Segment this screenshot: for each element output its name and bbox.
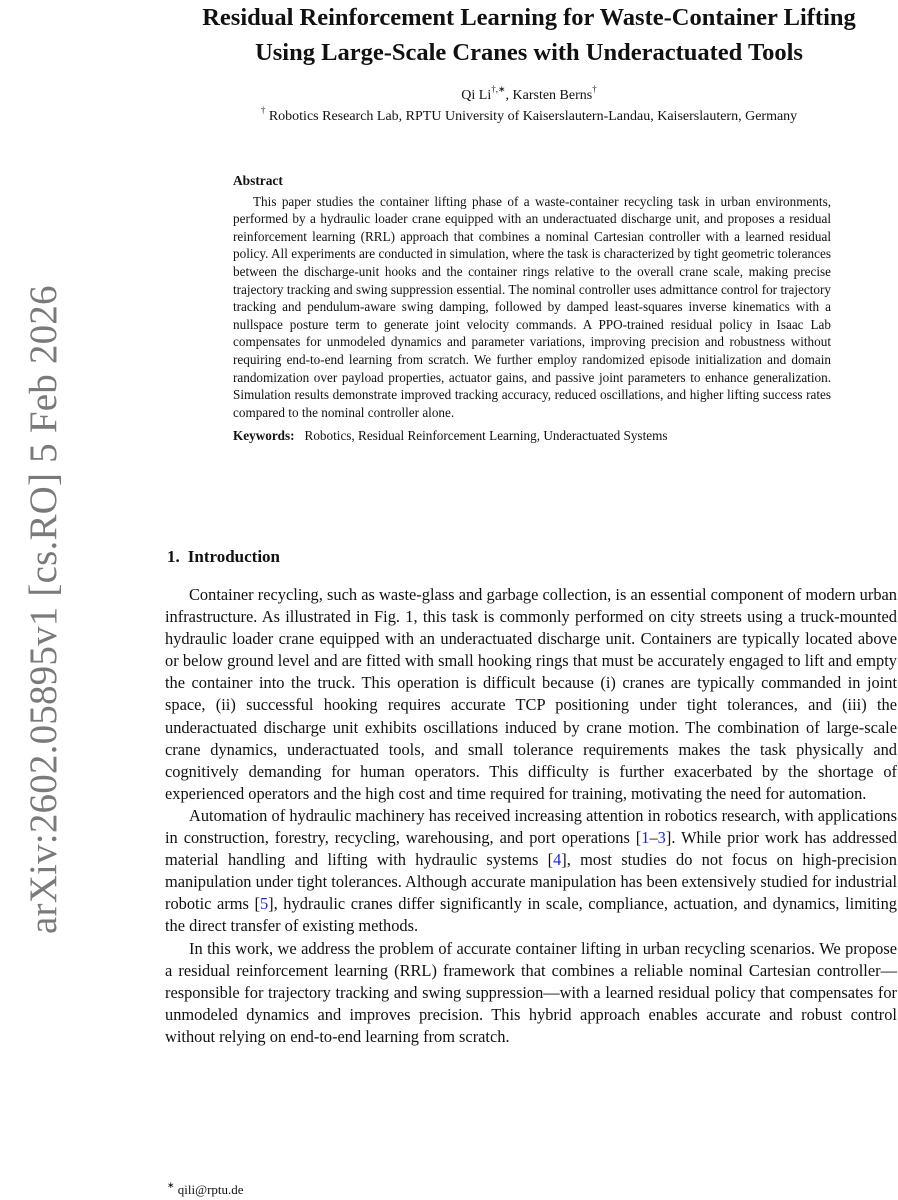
paragraph-text: ]. While prior work has addressed material handling and lifting with hydraulic systems [	[165, 828, 897, 870]
citation-link[interactable]: 4	[553, 850, 562, 870]
citation-link[interactable]: 5	[259, 894, 269, 914]
author-name: Karsten Berns	[512, 88, 593, 103]
affiliation-text: Robotics Research Lab, RPTU University of Kaiserslautern-Landau, Kaiserslautern, Germany	[268, 109, 798, 124]
abstract-block	[233, 172, 831, 445]
author-affiliation-mark: †	[592, 84, 597, 95]
paragraph: Container recycling, such as waste-glass and garbage collection, is an essential component of modern urban infrastructure. As illustrated in Fig. 1, this task is commonly performed on city streets using a truck-mounted hydraulic loader crane equipped with an underactuated discharge unit. Containers are typically located above or below ground level and are fitted with small hooking rings that must be accurately engaged to lift and empty the container into the truck. This operation is difficult because (i) cranes are typically commanded in joint space, (ii) successful hooking requires accurate TCP positioning under tight tolerances, and (iii) the underactuated discharge unit exhibits oscillations induced by crane motion. The combination of large-scale crane dynamics, underactuated tools, and small tolerance requirements makes the task physically and cognitively demanding for human operators. This difficulty is further exacerbated by the shortage of experienced operators and the high cost and time required for training, motivating the need for automation.	[165, 585, 897, 803]
paragraph-text: ], hydraulic cranes differ significantly in scale, compliance, actuation, and dynamics, limiting the direct transfer of existing methods.	[165, 894, 897, 936]
author-affiliation-mark: †,∗	[491, 84, 506, 95]
paragraph	[165, 805, 897, 938]
body-text	[165, 584, 897, 1048]
title-line-2: Using Large-Scale Cranes with Underactuated Tools	[255, 39, 803, 66]
footnote-email: qili@rptu.de	[177, 1182, 244, 1197]
affiliation	[160, 105, 898, 126]
paragraph-text: ], most studies do not focus on high-precision manipulation under tight tolerances. Although accurate manipulation has been extensively studied for industrial robotic arms [	[165, 850, 897, 914]
arxiv-identifier: arXiv:2602.05895v1 [cs.RO] 5 Feb 2026	[22, 285, 65, 934]
section-heading	[167, 546, 280, 568]
paragraph-text: Automation of hydraulic machinery has received increasing attention in robotics research, with applications in construction, forestry, recycling, warehousing, and port operations [	[165, 805, 897, 848]
section-title: Introduction	[187, 547, 281, 566]
title-line-1: Residual Reinforcement Learning for Waste-Container Lifting	[202, 4, 856, 31]
author-list	[160, 84, 898, 105]
section-number: 1.	[167, 547, 180, 566]
keywords-label: Keywords:	[233, 428, 295, 444]
abstract-heading: Abstract	[233, 173, 283, 188]
paragraph: In this work, we address the problem of accurate container lifting in urban recycling scenarios. We propose a residual reinforcement learning (RRL) framework that combines a reliable nominal Cartesian controller—responsible for trajectory tracking and swing suppression—with a learned residual policy that compensates for unmodeled dynamics and improves precision. This hybrid approach enables accurate and robust control without relying on end-to-end learning from scratch.	[165, 938, 897, 1046]
author-name: Qi Li	[461, 88, 492, 103]
footnote	[167, 1179, 244, 1198]
paragraph-text: –	[649, 828, 658, 848]
citation-link[interactable]: 3	[657, 828, 666, 848]
keywords-text: Robotics, Residual Reinforcement Learning, Underactuated Systems	[304, 428, 668, 444]
citation-link[interactable]: 1	[641, 828, 650, 848]
abstract-text: This paper studies the container lifting phase of a waste-container recycling task in urban environments, performed by a hydraulic loader crane equipped with an underactuated discharge unit, and proposes a residual reinforcement learning (RRL) approach that combines a nominal Cartesian controller with a learned residual policy. All experiments are conducted in simulation, where the task is characterized by tight geometric tolerances between the discharge-unit hooks and the container rings relative to the overall crane scale, making precise trajectory tracking and swing suppression essential. The nominal controller uses admittance control for trajectory tracking and pendulum-aware swing damping, followed by damped least-squares inverse kinematics with a nullspace posture term to generate joint velocity commands. A PPO-trained residual policy in Isaac Lab compensates for unmodeled dynamics and parameter variations, improving precision and robustness without requiring end-to-end learning from scratch. We further employ randomized episode initialization and domain randomization over payload properties, actuator gains, and passive joint parameters to enhance generalization. Simulation results demonstrate improved tracking accuracy, reduced oscillations, and higher lifting success rates compared to the nominal controller alone.	[233, 193, 831, 420]
author-separator: ,	[505, 88, 513, 103]
affiliation-mark: †	[260, 105, 266, 116]
footnote-mark: ∗	[167, 1179, 175, 1190]
paper-title	[160, 0, 898, 70]
keywords-line	[233, 427, 831, 445]
